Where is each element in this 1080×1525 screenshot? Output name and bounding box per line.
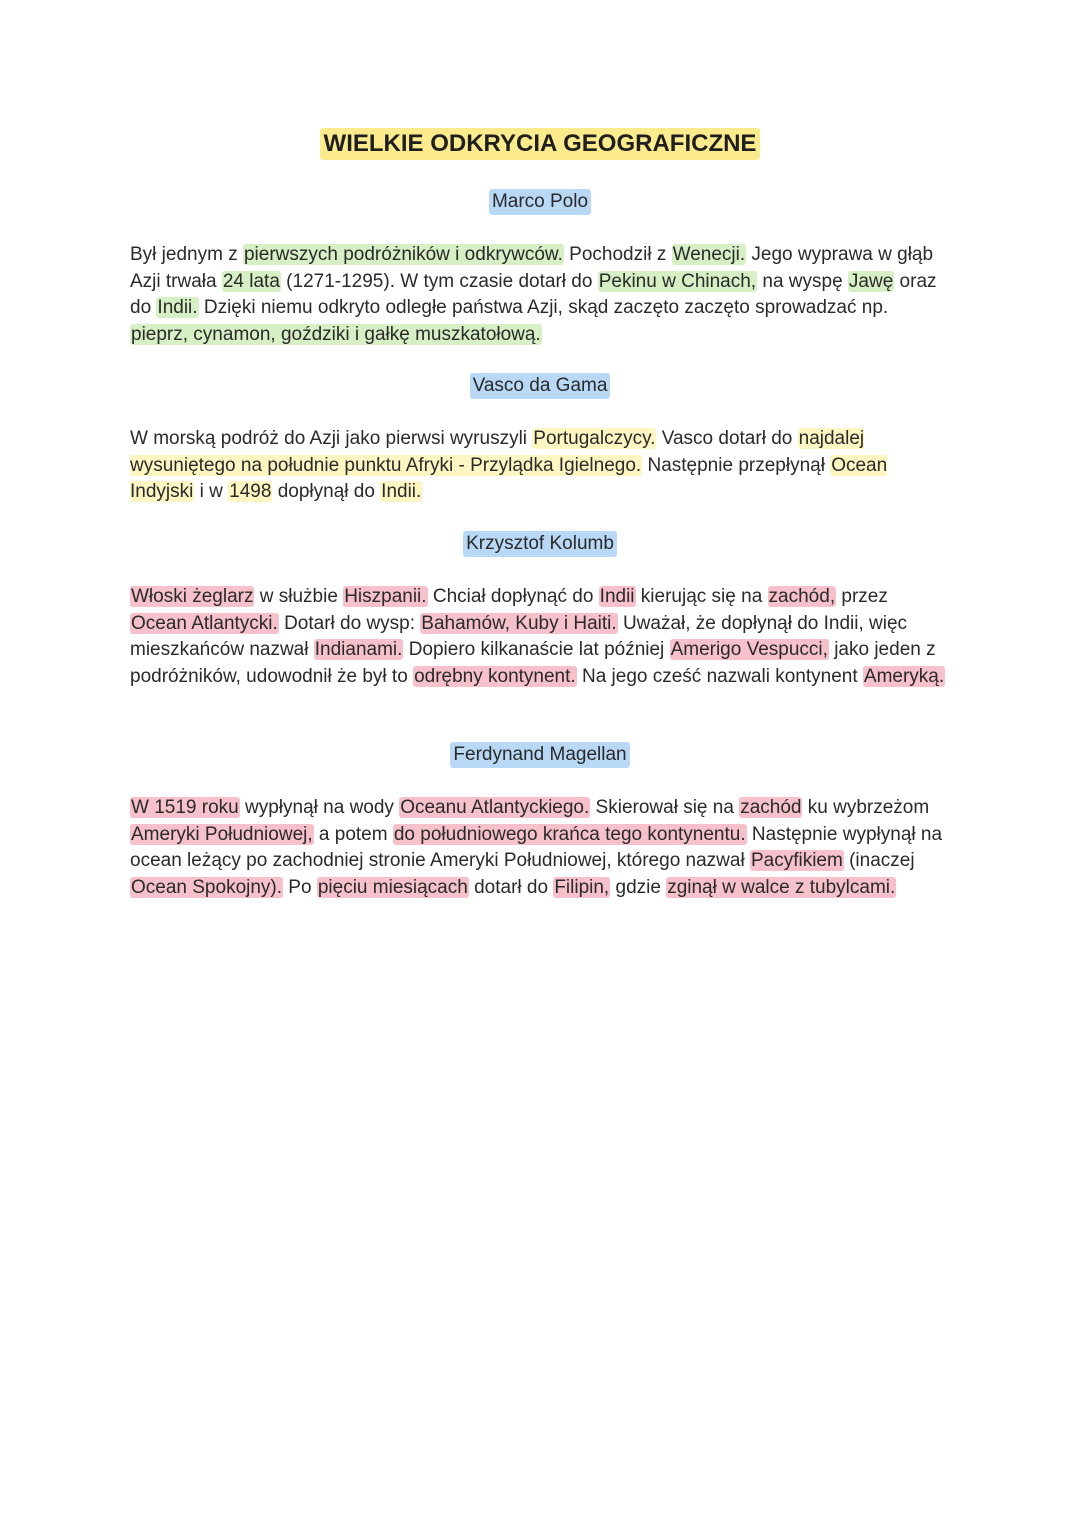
- body-text: a potem: [313, 823, 393, 845]
- body-text: przez: [836, 586, 888, 607]
- body-text: ku wybrzeżom: [802, 797, 930, 818]
- page-title: WIELKIE ODKRYCIA GEOGRAFICZNE: [320, 128, 761, 160]
- highlighted-term: najdalej wysuniętego na południe punktu Afryki - Przylądka Igielnego.: [130, 428, 865, 476]
- body-text: Vasco dotarł do: [656, 428, 798, 449]
- highlighted-term: Ocean Atlantycki.: [131, 612, 278, 634]
- highlighted-term: Wenecji.: [672, 244, 746, 265]
- body-text: Pochodził z: [563, 244, 672, 265]
- highlighted-term: Pekinu w Chinach,: [598, 270, 757, 292]
- highlighted-term: 1498: [229, 481, 272, 502]
- highlighted-term: Indii.: [157, 297, 198, 318]
- body-text: Dzięki niemu odkryto odległe państwa Azji, skąd zaczęto zaczęto sprowadzać np.: [198, 297, 889, 318]
- body-text: w służbie: [254, 586, 344, 607]
- body-text: Następnie wypłynął na ocean leżący po zachodniej stronie Ameryki Południowej, którego nazwał: [130, 823, 943, 871]
- highlighted-term: Ocean Indyjski: [130, 454, 888, 502]
- body-text: (1271-1295). W tym czasie dotarł do: [280, 270, 598, 292]
- highlighted-term: do południowego krańca tego kontynentu.: [393, 823, 746, 845]
- highlighted-term: Filipin,: [554, 876, 610, 898]
- section-heading-container: [0, 189, 1080, 215]
- highlighted-term: Pacyfikiem: [750, 850, 843, 871]
- section-heading-ferdynand-magellan: Ferdynand Magellan: [450, 742, 629, 768]
- highlighted-term: Amerigo Vespucci,: [670, 639, 828, 660]
- body-text: kierując się na: [635, 586, 768, 607]
- body-text: Dopiero kilkanaście lat później: [403, 639, 670, 660]
- body-text: W morską podróż do Azji jako pierwsi wyruszyli: [130, 428, 533, 449]
- highlighted-term: pięciu miesiącach: [317, 876, 468, 898]
- highlighted-term: Jawę: [848, 270, 894, 292]
- section-heading-container: [0, 373, 1080, 399]
- highlighted-term: zachód: [740, 797, 802, 818]
- highlighted-term: 24 lata: [222, 270, 280, 292]
- highlighted-term: Indii: [599, 586, 635, 607]
- highlighted-term: Hiszpanii.: [344, 586, 427, 607]
- body-text: jako jeden z podróżników, udowodnił że był to: [130, 639, 936, 687]
- highlighted-term: Bahamów, Kuby i Haiti.: [421, 612, 617, 634]
- highlighted-term: Ameryki Południowej,: [131, 823, 313, 845]
- body-text: Po: [283, 876, 317, 898]
- section-text-krzysztof-kolumb: [130, 584, 950, 690]
- highlighted-term: Oceanu Atlantyckiego.: [400, 797, 590, 818]
- body-text: Skierował się na: [590, 797, 740, 818]
- section-text-marco-polo: [130, 242, 950, 348]
- highlighted-term: Portugalczycy.: [533, 428, 656, 449]
- body-text: i w: [194, 481, 229, 502]
- highlighted-term: Ameryką.: [863, 665, 945, 687]
- body-text: Następnie przepłynął: [642, 454, 831, 476]
- body-text: dopłynął do: [272, 481, 381, 502]
- body-text: (inaczej: [843, 850, 915, 871]
- section-text-vasco-da-gama: [130, 426, 950, 506]
- highlighted-term: Indii.: [381, 481, 422, 502]
- body-text: gdzie: [610, 876, 667, 898]
- body-text: Na jego cześć nazwali kontynent: [576, 665, 863, 687]
- highlighted-term: Indianami.: [314, 639, 403, 660]
- section-heading-marco-polo: Marco Polo: [489, 189, 591, 215]
- highlighted-term: zachód,: [768, 586, 836, 607]
- body-text: Chciał dopłynąć do: [427, 586, 599, 607]
- section-heading-container: [0, 531, 1080, 557]
- body-text: oraz do: [130, 270, 937, 318]
- section-text-ferdynand-magellan: [130, 795, 950, 901]
- title-container: [0, 128, 1080, 160]
- highlighted-term: Ocean Spokojny).: [131, 876, 283, 898]
- body-text: Jego wyprawa w głąb Azji trwała: [130, 244, 934, 292]
- body-text: Uważał, że dopłynął do Indii, więc mieszkańców nazwał: [130, 612, 908, 660]
- body-text: wypłynął na wody: [239, 797, 400, 818]
- section-heading-vasco-da-gama: Vasco da Gama: [470, 373, 611, 399]
- body-text: dotarł do: [468, 876, 554, 898]
- highlighted-term: Włoski żeglarz: [131, 586, 254, 607]
- section-heading-container: [0, 742, 1080, 768]
- body-text: na wyspę: [757, 270, 848, 292]
- highlighted-term: pieprz, cynamon, goździki i gałkę muszkatołową.: [131, 323, 541, 345]
- highlighted-term: W 1519 roku: [131, 797, 239, 818]
- body-text: Był jednym z: [130, 244, 243, 265]
- body-text: Dotarł do wysp:: [278, 612, 421, 634]
- highlighted-term: pierwszych podróżników i odkrywców.: [243, 244, 563, 265]
- section-heading-krzysztof-kolumb: Krzysztof Kolumb: [463, 531, 617, 557]
- highlighted-term: odrębny kontynent.: [414, 665, 576, 687]
- highlighted-term: zginął w walce z tubylcami.: [667, 876, 896, 898]
